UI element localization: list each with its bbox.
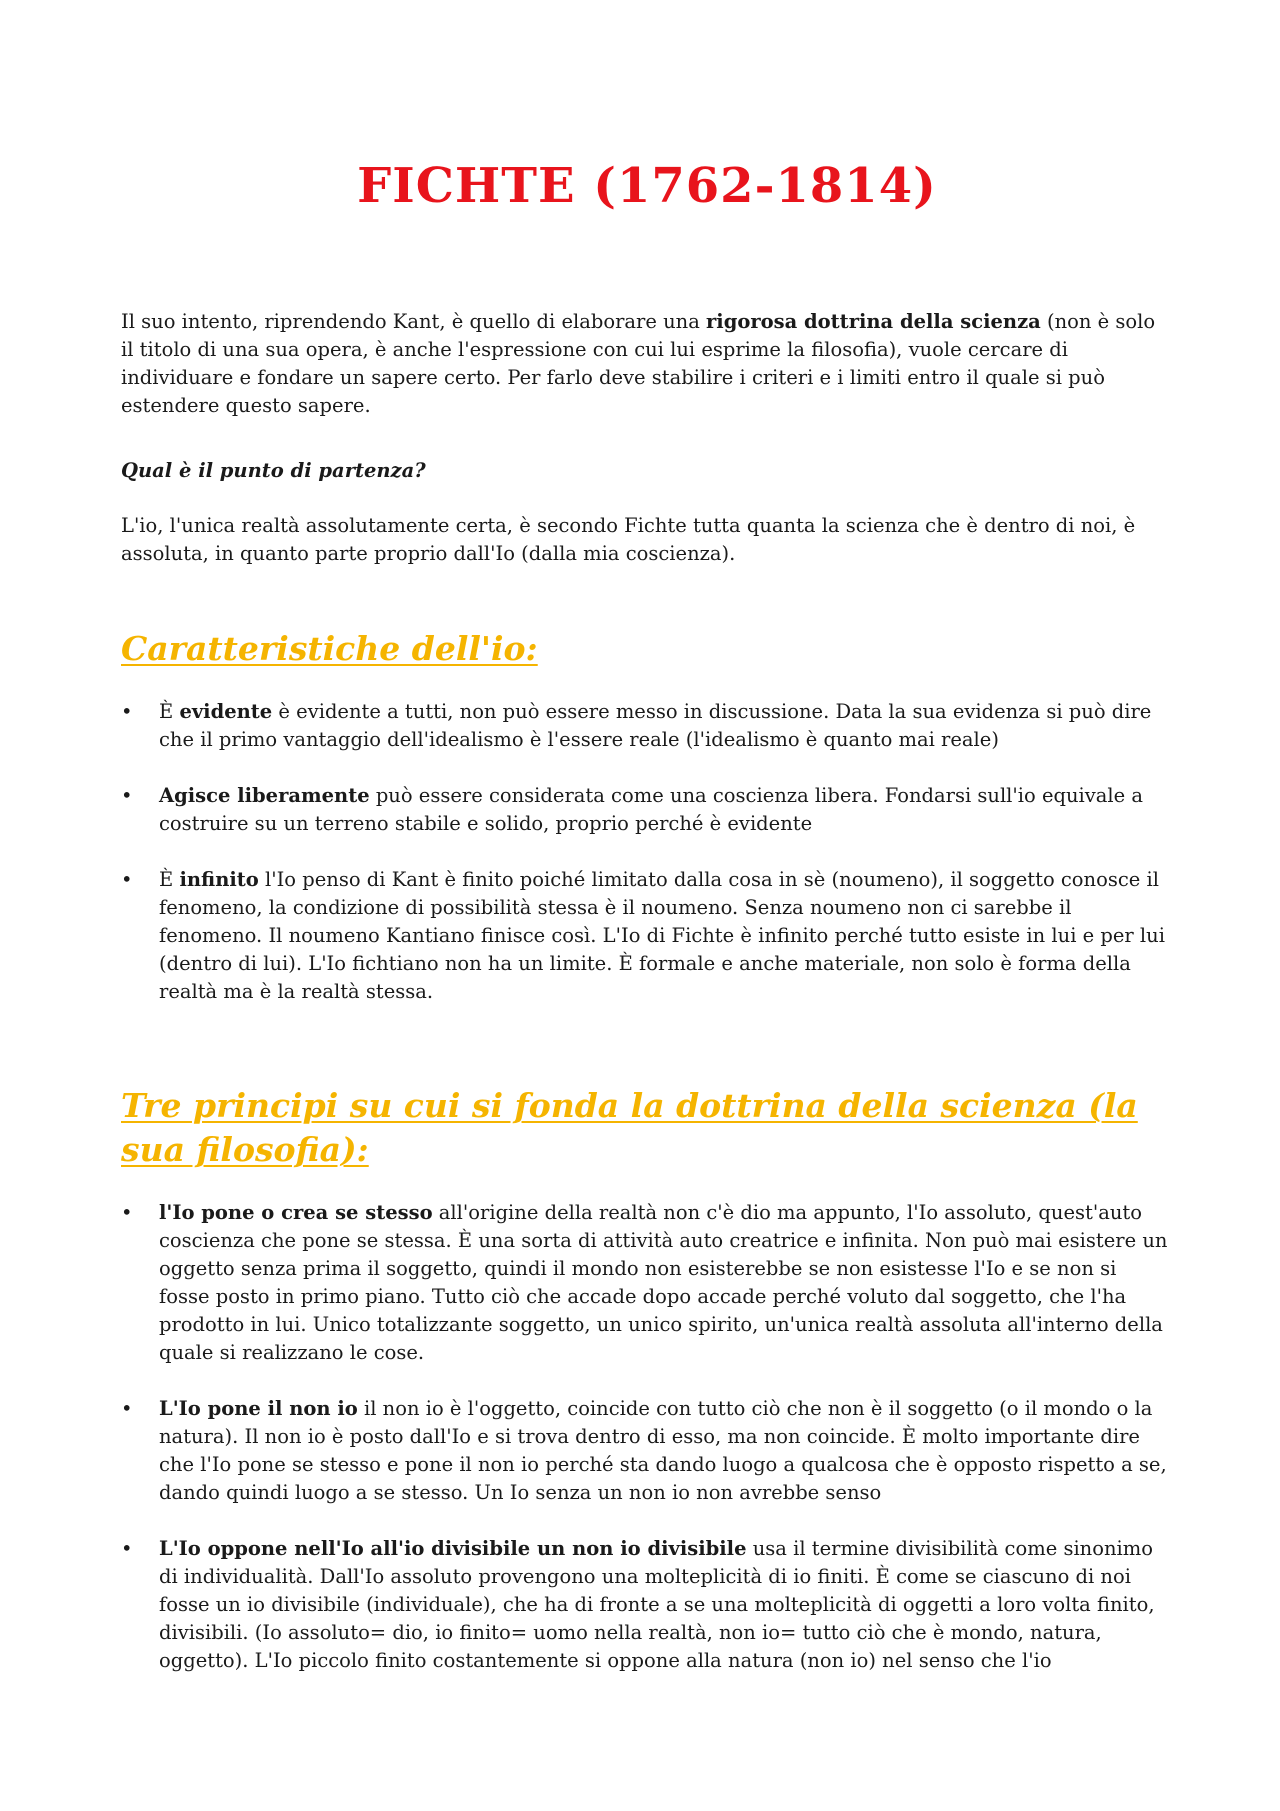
bullet-icon: •: [121, 868, 133, 891]
item-bold: L'Io pone il non io: [159, 1397, 358, 1420]
bullet-icon: •: [121, 1201, 133, 1224]
item-bold: Agisce liberamente: [159, 784, 370, 807]
item-text: usa il termine divisibilità come sinonimo di individualità. Dall'Io assoluto provengono una molteplicità di io finiti. È come se ciascuno di noi fosse un io divisibile (individuale), che ha di fronte a se una molteplicità di oggetti a loro volta finito, divisibili. (Io assoluto= dio, io finito= uomo nella realtà, non io= tutto ciò che è mondo, natura, oggetto). L'Io piccolo finito costantemente si oppone alla natura (non io) nel senso che l'io: [159, 1537, 1155, 1672]
item-prefix: È: [159, 700, 180, 723]
list-item: [121, 1535, 1173, 1675]
answer-paragraph: L'io, l'unica realtà assolutamente certa, è secondo Fichte tutta quanta la scienza che è dentro di noi, è assoluta, in quanto parte proprio dall'Io (dalla mia coscienza).: [121, 514, 1136, 565]
page-title: FICHTE (1762-1814): [357, 158, 937, 214]
section-heading-tre-principi: Tre principi su cui si fonda la dottrina della scienza (la sua filosofia):: [121, 1086, 1138, 1169]
list-item: [121, 698, 1173, 754]
bullet-icon: •: [121, 1397, 133, 1420]
item-prefix: È: [159, 868, 180, 891]
item-text: può essere considerata come una coscienza libera. Fondarsi sull'io equivale a costruire su un terreno stabile e solido, proprio perché è evidente: [159, 784, 1144, 835]
intro-bold: rigorosa dottrina della scienza: [706, 310, 1041, 333]
item-text: l'Io penso di Kant è finito poiché limitato dalla cosa in sè (noumeno), il soggetto conosce il fenomeno, la condizione di possibilità stessa è il noumeno. Senza noumeno non ci sarebbe il fenomeno. Il noumeno Kantiano finisce così. L'Io di Fichte è infinito perché tutto esiste in lui e per lui (dentro di lui). L'Io fichtiano non ha un limite. È formale e anche materiale, non solo è forma della realtà ma è la realtà stessa.: [159, 868, 1165, 1003]
item-bold: l'Io pone o crea se stesso: [159, 1201, 433, 1224]
item-bold: evidente: [179, 700, 273, 723]
caratteristiche-list: [121, 698, 1173, 1006]
intro-paragraph: [121, 308, 1173, 420]
list-item: [121, 1395, 1173, 1507]
intro-text-before: Il suo intento, riprendendo Kant, è quello di elaborare una: [121, 310, 707, 333]
item-text: il non io è l'oggetto, coincide con tutto ciò che non è il soggetto (o il mondo o la natura). Il non io è posto dall'Io e si trova dentro di esso, ma non coincide. È molto importante dire che l'Io pone se stesso e pone il non io perché sta dando luogo a qualcosa che è opposto rispetto a se, dando quindi luogo a se stesso. Un Io senza un non io non avrebbe senso: [159, 1397, 1167, 1504]
item-text: è evidente a tutti, non può essere messo in discussione. Data la sua evidenza si può dire che il primo vantaggio dell'idealismo è l'essere reale (l'idealismo è quanto mai reale): [159, 700, 1152, 751]
question-paragraph: Qual è il punto di partenza?: [121, 459, 426, 482]
list-item: [121, 866, 1173, 1006]
list-item: [121, 1199, 1173, 1367]
list-item: [121, 782, 1173, 838]
intro-text-after: (non è solo il titolo di una sua opera, è anche l'espressione con cui lui esprime la filosofia), vuole cercare di individuare e fondare un sapere certo. Per farlo deve stabilire i criteri e i limiti entro il quale si può estendere questo sapere.: [121, 310, 1156, 417]
item-text: all'origine della realtà non c'è dio ma appunto, l'Io assoluto, quest'auto coscienza che pone se stessa. È una sorta di attività auto creatrice e infinita. Non può mai esistere un oggetto senza prima il soggetto, quindi il mondo non esisterebbe se non esistesse l'Io e se non si fosse posto in primo piano. Tutto ciò che accade dopo accade perché voluto dal soggetto, che l'ha prodotto in lui. Unico totalizzante soggetto, un unico spirito, un'unica realtà assoluta all'interno della quale si realizzano le cose.: [159, 1201, 1168, 1364]
section-heading-caratteristiche: Caratteristiche dell'io:: [121, 629, 538, 668]
bullet-icon: •: [121, 700, 133, 723]
item-bold: infinito: [179, 868, 259, 891]
principi-list: [121, 1199, 1173, 1675]
item-bold: L'Io oppone nell'Io all'io divisibile un non io divisibile: [159, 1537, 747, 1560]
bullet-icon: •: [121, 784, 133, 807]
bullet-icon: •: [121, 1537, 133, 1560]
